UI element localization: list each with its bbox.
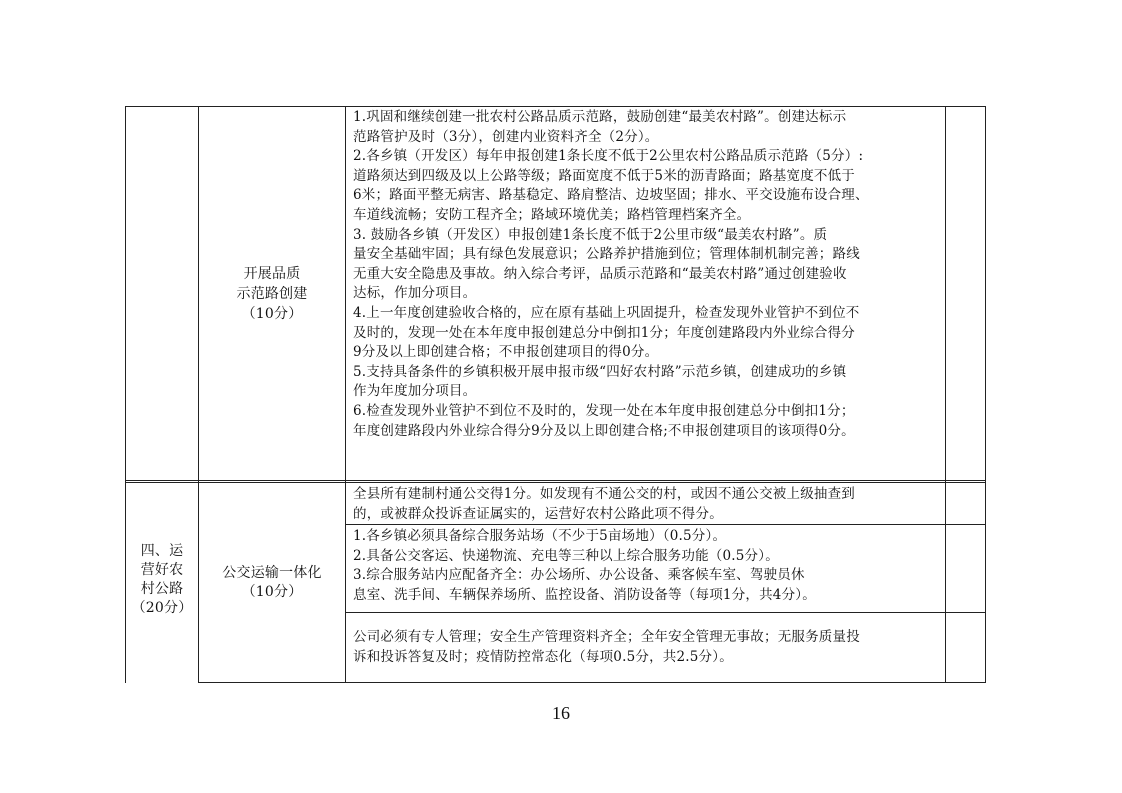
criteria-text-service-station: 1.各乡镇必须具备综合服务站场（不少于5亩场地）（0.5分）。 2.具备公交客运、快递物流、充电等三种以上综合服务功能（0.5分）。 3.综合服务站内应配备齐全：办公场所、办公设备、乘客候车室、驾驶员休 息室、洗手间、车辆保养场所、监控设备、消防设备等（每项1分，共4分）。	[353, 528, 816, 603]
item-label-quality-road: 开展品质 示范路创建 （10分）	[236, 266, 308, 322]
item-label-transport-integration: 公交运输一体化 （10分）	[222, 565, 322, 600]
criteria-text-bus-access: 全县所有建制村通公交得1分。如发现有不通公交的村，或因不通公交被上级抽查到 的，或被群众投诉查证属实的，运营好农村公路此项不得分。	[353, 486, 855, 522]
table-right-border	[985, 106, 986, 683]
criteria-text-company-management: 公司必须有专人管理；安全生产管理资料齐全；全年安全管理无事故；无服务质量投 诉和投诉答复及时；疫情防控常态化（每项0.5分，共2.5分）。	[353, 629, 860, 665]
criteria-text-quality-road: 1.巩固和继续创建一批农村公路品质示范路，鼓励创建“最美农村路”。创建达标示 范路管护及时（3分），创建内业资料齐全（2分）。 2.各乡镇（开发区）每年申报创建1条长度不低于2公里农村公路品质示范路（5分）: 道路须达到四级及以上公路等级；路面宽度不低于5米的沥青路面；路基宽度不低于 6米；路面平整无病害、路基稳定、路肩整洁、边坡坚固；排水、平交设施布设合理、 车道线流畅；安防工程齐全；路域环境优美；路档管理档案齐全。 3. 鼓励各乡镇（开发区）申报创建1条长度不低于2公里市级“最美农村路”。质 量安全基础牢固；具有绿色发展意识；公路养护措施到位；管理体制机制完善；路线 无重大安全隐患及事故。纳入综合考评，品质示范路和“最美农村路”通过创建验收 达标，作加分项目。 4.上一年度创建验收合格的，应在原有基础上巩固提升，检查发现外业管护不到位不 及时的，发现一处在本年度申报创建总分中倒扣1分；年度创建路段内外业综合得分 9分及以上即创建合格；不申报创建项目的得0分。 5.支持具备条件的乡镇积极开展申报市级“四好农村路”示范乡镇，创建成功的乡镇 作为年度加分项目。 6.检查发现外业管护不到位不及时的，发现一处在本年度申报创建总分中倒扣1分； 年度创建路段内外业综合得分9分及以上即创建合格;不申报创建项目的该项得0分。	[353, 109, 869, 439]
column-divider	[945, 106, 946, 683]
category-label-operation: 四、运 营好农 村公路 （20分）	[131, 543, 193, 616]
row-divider-double	[125, 482, 986, 483]
row-divider	[125, 480, 986, 481]
table-top-border	[125, 106, 986, 107]
table-bottom-border	[198, 682, 986, 683]
page-number: 16	[552, 703, 570, 723]
column-divider	[345, 106, 346, 683]
cell-divider	[345, 612, 986, 613]
